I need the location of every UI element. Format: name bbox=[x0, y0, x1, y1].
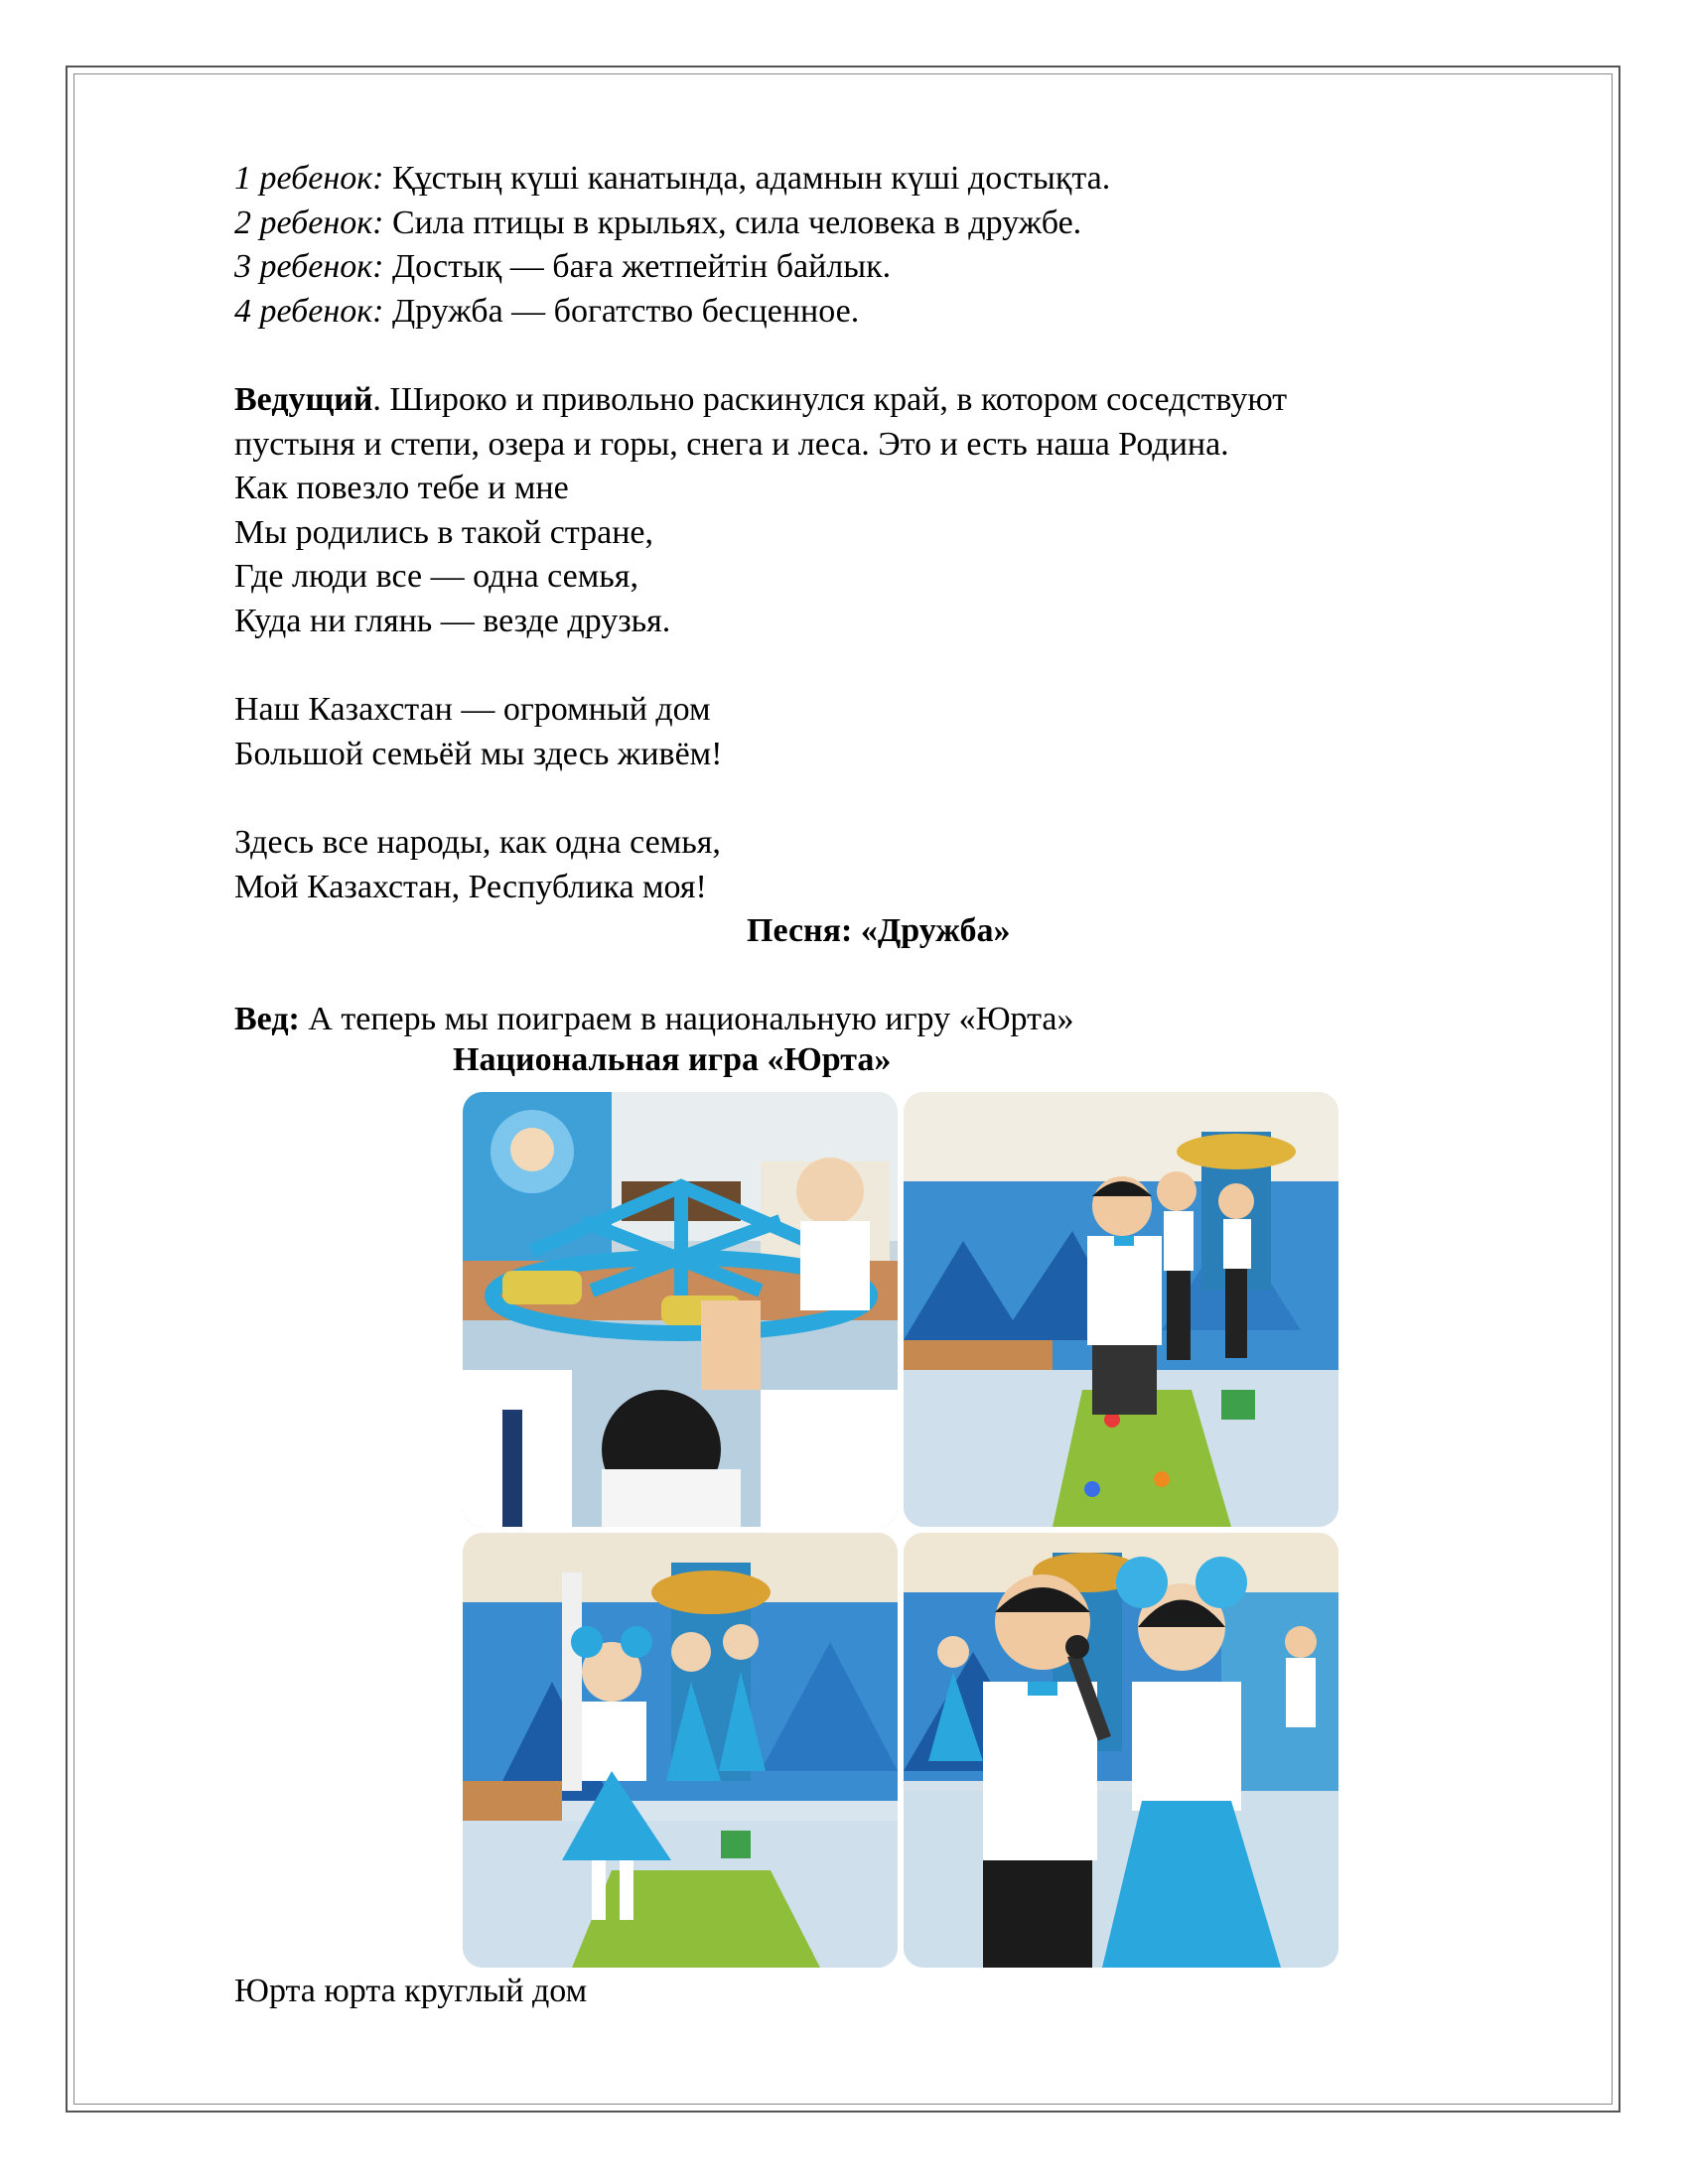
poem-line: Наш Казахстан — огромный дом bbox=[234, 691, 711, 729]
photo-girls-walking bbox=[463, 1533, 898, 1968]
poem-line: Как повезло тебе и мне bbox=[234, 470, 569, 507]
host-label: Ведущий bbox=[234, 380, 373, 418]
speaker-label: 1 ребенок: bbox=[234, 160, 384, 197]
dialogue-text: Құстың күші канатында, адамнын күші достықта. bbox=[383, 160, 1111, 197]
host-line-1 bbox=[234, 378, 1456, 423]
speaker-label: 2 ребенок: bbox=[234, 204, 384, 241]
ved-text: А теперь мы поиграем в национальную игру «Юрта» bbox=[299, 1001, 1074, 1038]
dialogue-text: Дружба — богатство бесценное. bbox=[383, 292, 860, 330]
poem-line: Где люди все — одна семья, bbox=[234, 558, 638, 596]
poem-line: Мой Казахстан, Республика моя! bbox=[234, 868, 707, 905]
poem-line: Большой семьёй мы здесь живём! bbox=[234, 735, 723, 772]
game-title: Национальная игра «Юрта» bbox=[453, 1040, 892, 1078]
photo-boys-walking bbox=[904, 1092, 1338, 1527]
dialogue-line-1 bbox=[234, 157, 1456, 202]
dialogue-text: Достық — баға жетпейтін байлык. bbox=[383, 248, 892, 286]
photo-yurt-frame bbox=[463, 1092, 898, 1527]
dialogue-line-3 bbox=[234, 245, 1456, 290]
closing-line: Юрта юрта круглый дом bbox=[234, 1973, 588, 2009]
poem-line: Здесь все народы, как одна семья, bbox=[234, 823, 721, 861]
poem-line: Куда ни глянь — везде друзья. bbox=[234, 602, 671, 639]
ved-label: Вед: bbox=[234, 1001, 300, 1038]
document-body bbox=[234, 157, 1456, 1078]
photo-collage bbox=[463, 1092, 1338, 1968]
poem-line: Мы родились в такой стране, bbox=[234, 513, 653, 551]
host-text: . Широко и привольно раскинулся край, в котором соседствуют bbox=[372, 380, 1288, 418]
photo-microphone-kids bbox=[904, 1533, 1338, 1968]
song-title: Песня: «Дружба» bbox=[747, 912, 1011, 950]
ved-line bbox=[234, 998, 1456, 1042]
host-line-2: пустыня и степи, озера и горы, снега и леса. Это и есть наша Родина. bbox=[234, 425, 1229, 463]
dialogue-text: Сила птицы в крыльях, сила человека в дружбе. bbox=[383, 204, 1082, 241]
speaker-label: 4 ребенок: bbox=[234, 292, 384, 330]
dialogue-line-4 bbox=[234, 290, 1456, 335]
speaker-label: 3 ребенок: bbox=[234, 248, 384, 286]
dialogue-line-2 bbox=[234, 202, 1456, 246]
